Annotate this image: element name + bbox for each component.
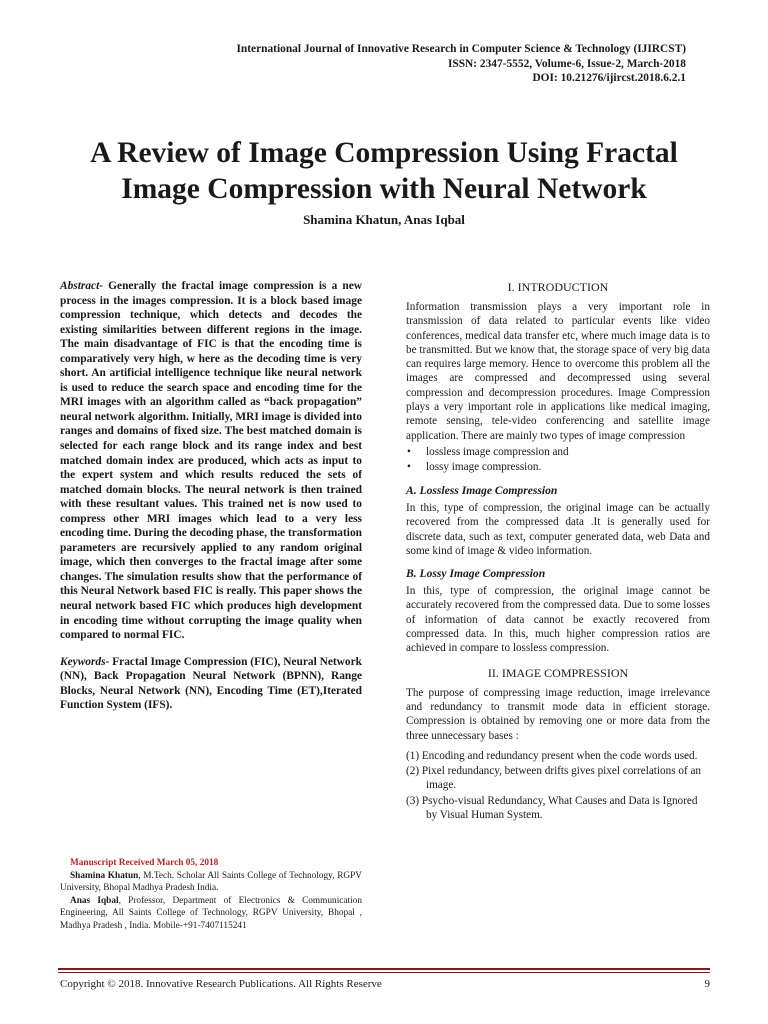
section-image-compression-heading: II. IMAGE COMPRESSION (487, 665, 629, 680)
journal-issn: ISSN: 2347-5552, Volume-6, Issue-2, March-2018 (447, 57, 686, 70)
abstract-text: Generally the fractal image compression is a new process in the images compression. It is a block based image compression technique, which detects and decodes the existing similarities between different regions in the image. The main disadvantage of FIC is that the encoding time is comparatively very high, w here as the decoding time is very short. An artificial intelligence technique like neural network is used to reduce the search space and encoding time for the MRI images with an algorithm called as “back propagation” neural network algorithm. Initially, MRI image is divided into ranges and domains of fixed size. The best matched domain is selected for each range block and its range index and best matched domain index are produced, which acts as input to the expert system and which results reduced the sets of matched domain blocks. The neural network is then trained with these resultant values. This trained net is now used to compress other MRI images which lead to a very less encoding time. During the decoding phase, the transformation parameters are recursively applied to any random original image, which then converges to the fractal image after some changes. The simulation results show that the performance of this Neural Network based FIC is really. This paper shows the neural network based FIC which produces high development in encoding time without corrupting the image quality when compared to normal FIC. (60, 280, 362, 642)
footer-divider-thin (58, 972, 710, 973)
author-2-affiliation (60, 895, 362, 933)
keywords (60, 655, 362, 713)
lossy-paragraph: In this, type of compression, the original image cannot be accurately recovered from the compressed data. Due to some losses of information of data cannot be exactly recovered from compressed data. In this, much higher compression ratios are achieved in compare to lossless compression. (406, 585, 710, 655)
journal-doi: DOI: 10.21276/ijircst.2018.6.2.1 (532, 72, 686, 84)
paper-title (40, 135, 728, 207)
subsection-lossless-heading: A. Lossless Image Compression (406, 483, 558, 497)
list-item: • lossless image compression and (407, 445, 569, 458)
journal-name: International Journal of Innovative Research in Computer Science & Technology (IJIRCST) (236, 43, 686, 55)
compression-types-list (406, 445, 710, 475)
keywords-label: Keywords- (60, 655, 110, 668)
author-1-name: Shamina Khatun (70, 870, 139, 881)
manuscript-received: Manuscript Received March 05, 2018 (70, 858, 219, 868)
author-2-text: , Professor, Department of Electronics & Communication Engineering, All Saints College of Technology, RGPV University, Bhopal , Madhya Pradesh , India. Mobile-+91-7407115241 (60, 895, 362, 931)
right-column (406, 280, 710, 823)
abstract-label: Abstract- (60, 280, 104, 292)
bullet-icon: • (407, 460, 411, 473)
journal-header (236, 42, 686, 86)
list-item: • lossy image compression. (407, 460, 542, 473)
abstract (60, 279, 362, 643)
left-column (60, 279, 362, 713)
paper-title-line-2: Image Compression with Neural Network (121, 173, 647, 205)
manuscript-info (60, 857, 362, 933)
introduction-paragraph: Information transmission plays a very important role in transmission of data related to particular events like video conferences, medical data transfer etc, where much image data is to be transmitted. But we know that, the storage space of very big data can requires large memory. Hence to overcome this problem all the images are compressed and decompressed using several compression and decompression procedures. Image Compression plays a very important role in applications like medical imaging, remote sensing, tele-video conferencing and satellite image application. There are mainly two types of image compression (406, 301, 710, 442)
list-item: (3) Psycho-visual Redundancy, What Causes and Data is Ignored by Visual Human System. (406, 794, 698, 822)
author-1-affiliation (60, 870, 362, 895)
footer-copyright: Copyright © 2018. Innovative Research Publications. All Rights Reserve (60, 978, 382, 990)
page-number: 9 (704, 978, 710, 990)
paper-authors: Shamina Khatun, Anas Iqbal (303, 212, 465, 227)
subsection-lossy-heading: B. Lossy Image Compression (406, 567, 546, 581)
list-item: (1) Encoding and redundancy present when the code words used. (406, 749, 698, 762)
author-2-name: Anas Iqbal (70, 895, 119, 906)
list-item: (2) Pixel redundancy, between drifts gives pixel correlations of an image. (406, 765, 702, 792)
keywords-text: Fractal Image Compression (FIC), Neural Network (NN), Back Propagation Neural Network (BPNN), Range Blocks, Neural Network (NN), Encoding Time (ET),Iterated Function System (IFS). (60, 655, 362, 712)
footer-divider (58, 968, 710, 970)
paper-title-line-1: A Review of Image Compression Using Fractal (90, 137, 678, 169)
author-1-text: , M.Tech. Scholar All Saints College of Technology, RGPV University, Bhopal Madhya Pradesh India. (60, 870, 363, 894)
lossless-paragraph: In this, type of compression, the original image can be actually recovered from the compressed data .It is generally used for discrete data, such as text, computer generated data, web Data and some kind of image & video information. (406, 501, 710, 557)
image-compression-paragraph: The purpose of compressing image reduction, image irrelevance and redundancy to transmit mode data in efficient storage. Compression is obtained by removing one or more data from the three unnecessary bases : (406, 686, 710, 742)
redundancy-list (406, 749, 710, 822)
bullet-icon: • (407, 445, 411, 458)
section-introduction-heading: I. INTRODUCTION (507, 280, 609, 294)
